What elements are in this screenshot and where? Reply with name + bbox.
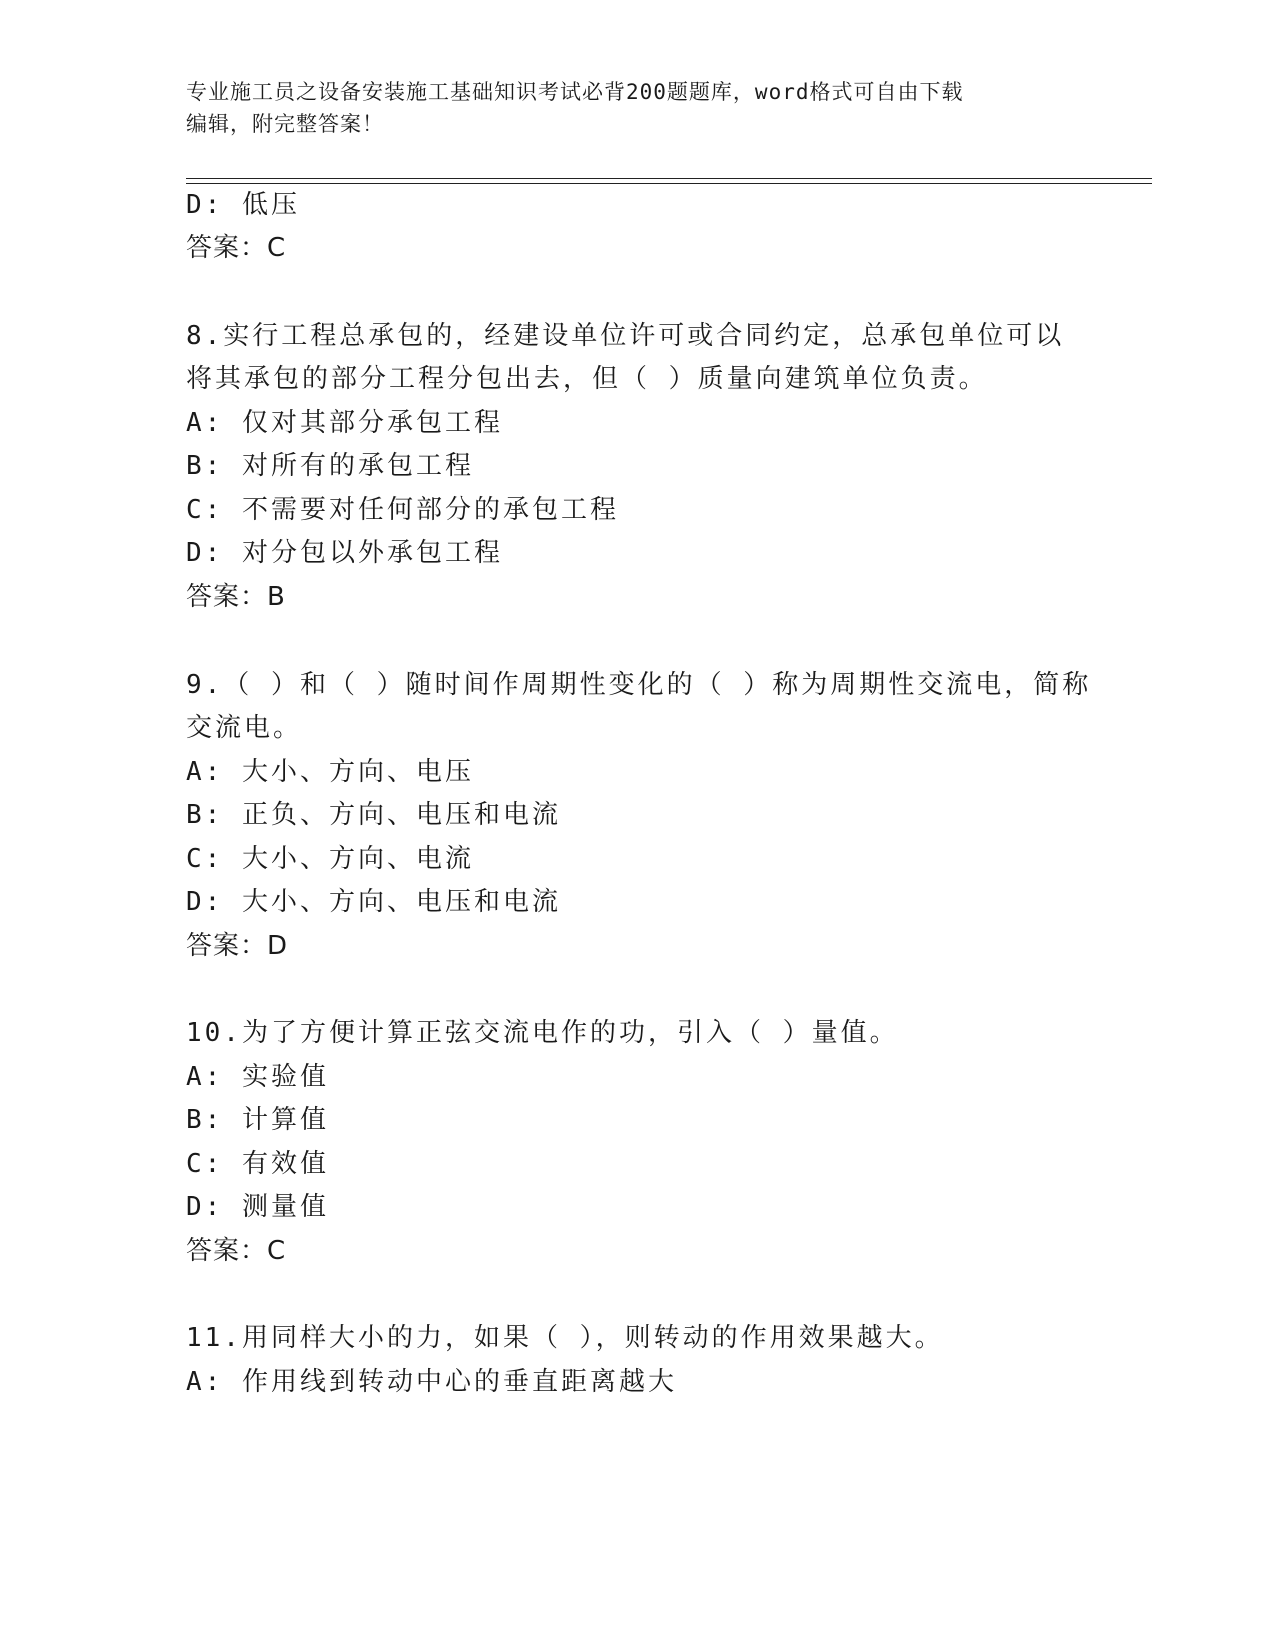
- q9-option-b: B: 正负、方向、电压和电流: [186, 800, 561, 830]
- q8-stem-line1: 8.实行工程总承包的，经建设单位许可或合同约定，总承包单位可以: [186, 321, 1065, 351]
- prev-option-d: D: 低压: [186, 190, 300, 220]
- q9-stem-line1: 9.（ ）和（ ）随时间作周期性变化的（ ）称为周期性交流电，简称: [186, 670, 1092, 700]
- header-title-line1: 专业施工员之设备安装施工基础知识考试必背200题题库，word格式可自由下载: [186, 80, 964, 104]
- q9-stem-line2: 交流电。: [186, 713, 303, 743]
- q8-option-b: B: 对所有的承包工程: [186, 451, 474, 481]
- q10-option-c: C: 有效值: [186, 1149, 329, 1179]
- q10-option-a: A: 实验值: [186, 1062, 329, 1092]
- prev-answer: 答案：C: [186, 233, 287, 263]
- document-header: [186, 76, 1086, 140]
- q9-option-c: C: 大小、方向、电流: [186, 844, 474, 874]
- header-title-line2: 编辑，附完整答案！: [186, 112, 384, 136]
- q9-option-d: D: 大小、方向、电压和电流: [186, 887, 561, 917]
- q9-answer: 答案：D: [186, 931, 289, 961]
- q10-stem-line1: 10.为了方便计算正弦交流电作的功，引入（ ）量值。: [186, 1018, 899, 1048]
- header-divider-top: [186, 178, 1152, 179]
- q10-option-d: D: 测量值: [186, 1192, 329, 1222]
- q8-answer: 答案：B: [186, 582, 286, 612]
- q10-answer: 答案：C: [186, 1236, 287, 1266]
- q10-option-b: B: 计算值: [186, 1105, 329, 1135]
- q8-stem-line2: 将其承包的部分工程分包出去，但（ ）质量向建筑单位负责。: [186, 364, 988, 394]
- q11-stem-line1: 11.用同样大小的力，如果（ ），则转动的作用效果越大。: [186, 1323, 944, 1353]
- q9-option-a: A: 大小、方向、电压: [186, 757, 474, 787]
- q11-option-a: A: 作用线到转动中心的垂直距离越大: [186, 1367, 677, 1397]
- header-divider-bottom: [186, 183, 1152, 184]
- q8-option-c: C: 不需要对任何部分的承包工程: [186, 495, 619, 525]
- q8-option-d: D: 对分包以外承包工程: [186, 538, 503, 568]
- q8-option-a: A: 仅对其部分承包工程: [186, 408, 503, 438]
